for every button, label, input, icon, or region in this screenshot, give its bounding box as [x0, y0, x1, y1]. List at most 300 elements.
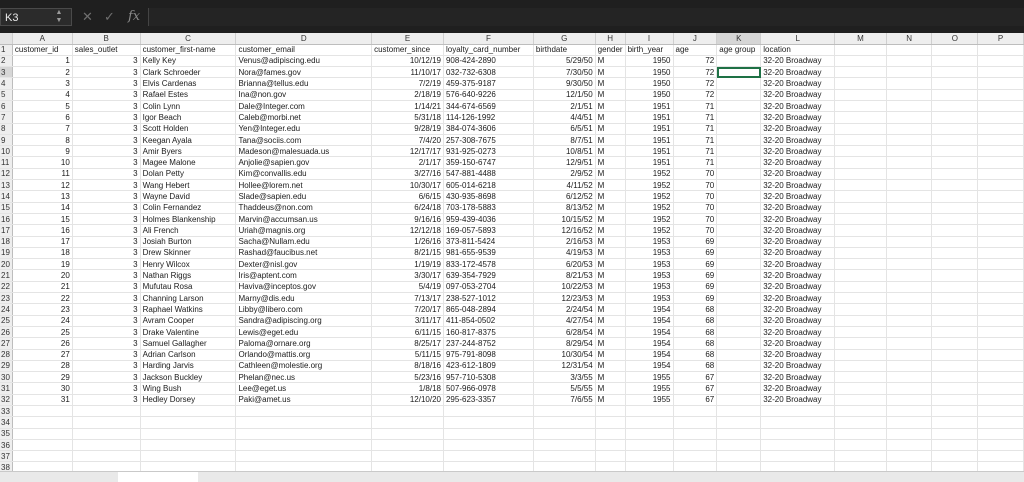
cell-b32[interactable]: 3 — [72, 394, 140, 405]
cell-n29[interactable] — [886, 360, 932, 371]
cell-l3[interactable]: 32-20 Broadway — [761, 67, 835, 78]
cell-c28[interactable]: Adrian Carlson — [140, 349, 236, 360]
cell-m1[interactable] — [835, 44, 887, 55]
cell-g24[interactable]: 2/24/54 — [533, 304, 595, 315]
cell-m18[interactable] — [835, 236, 887, 247]
cell-n8[interactable] — [886, 123, 932, 134]
cell-n18[interactable] — [886, 236, 932, 247]
cell-f6[interactable]: 344-674-6569 — [443, 100, 533, 111]
cell-l14[interactable]: 32-20 Broadway — [761, 191, 835, 202]
cell-g35[interactable] — [533, 428, 595, 439]
cell-b6[interactable]: 3 — [72, 100, 140, 111]
cell-g31[interactable]: 5/5/55 — [533, 383, 595, 394]
cell-f28[interactable]: 975-791-8098 — [443, 349, 533, 360]
cell-b17[interactable]: 3 — [72, 225, 140, 236]
cell-n32[interactable] — [886, 394, 932, 405]
cell-m26[interactable] — [835, 326, 887, 337]
cell-o18[interactable] — [932, 236, 978, 247]
cell-m34[interactable] — [835, 417, 887, 428]
cell-e26[interactable]: 6/11/15 — [372, 326, 444, 337]
row-header[interactable]: 26 — [0, 326, 12, 337]
cell-p3[interactable] — [978, 67, 1024, 78]
cell-k18[interactable] — [717, 236, 761, 247]
cell-f19[interactable]: 981-655-9539 — [443, 247, 533, 258]
cell-o37[interactable] — [932, 451, 978, 462]
cell-e32[interactable]: 12/10/20 — [372, 394, 444, 405]
cell-a18[interactable]: 17 — [12, 236, 72, 247]
cell-i27[interactable]: 1954 — [625, 338, 673, 349]
cell-o10[interactable] — [932, 146, 978, 157]
cell-k34[interactable] — [717, 417, 761, 428]
cell-b21[interactable]: 3 — [72, 270, 140, 281]
cell-b33[interactable] — [72, 406, 140, 417]
cell-g30[interactable]: 3/3/55 — [533, 372, 595, 383]
cell-a12[interactable]: 11 — [12, 168, 72, 179]
cell-c10[interactable]: Amir Byers — [140, 146, 236, 157]
cell-m10[interactable] — [835, 146, 887, 157]
cell-n19[interactable] — [886, 247, 932, 258]
cell-e30[interactable]: 5/23/16 — [372, 372, 444, 383]
cell-p16[interactable] — [978, 213, 1024, 224]
cell-h29[interactable]: M — [595, 360, 625, 371]
cell-h18[interactable]: M — [595, 236, 625, 247]
cell-b19[interactable]: 3 — [72, 247, 140, 258]
cell-j1[interactable]: age — [673, 44, 717, 55]
cell-o9[interactable] — [932, 134, 978, 145]
cell-a21[interactable]: 20 — [12, 270, 72, 281]
cell-b16[interactable]: 3 — [72, 213, 140, 224]
cell-c18[interactable]: Josiah Burton — [140, 236, 236, 247]
cell-p36[interactable] — [978, 439, 1024, 450]
cell-a25[interactable]: 24 — [12, 315, 72, 326]
cell-f1[interactable]: loyalty_card_number — [443, 44, 533, 55]
cell-o26[interactable] — [932, 326, 978, 337]
cell-c1[interactable]: customer_first-name — [140, 44, 236, 55]
cell-j34[interactable] — [673, 417, 717, 428]
cell-j3[interactable]: 72 — [673, 67, 717, 78]
cell-e37[interactable] — [372, 451, 444, 462]
cell-d27[interactable]: Paloma@ornare.org — [236, 338, 372, 349]
cell-f14[interactable]: 430-935-8698 — [443, 191, 533, 202]
cell-b34[interactable] — [72, 417, 140, 428]
cell-o35[interactable] — [932, 428, 978, 439]
cell-l35[interactable] — [761, 428, 835, 439]
cell-i30[interactable]: 1955 — [625, 372, 673, 383]
cell-d24[interactable]: Libby@libero.com — [236, 304, 372, 315]
cell-p11[interactable] — [978, 157, 1024, 168]
cell-a24[interactable]: 23 — [12, 304, 72, 315]
cell-b2[interactable]: 3 — [72, 55, 140, 66]
cell-e13[interactable]: 10/30/17 — [372, 180, 444, 191]
column-header-m[interactable]: M — [835, 33, 887, 44]
cell-n5[interactable] — [886, 89, 932, 100]
name-box[interactable]: K3 — [0, 8, 72, 26]
cell-k36[interactable] — [717, 439, 761, 450]
cell-a8[interactable]: 7 — [12, 123, 72, 134]
cell-c5[interactable]: Rafael Estes — [140, 89, 236, 100]
cell-m36[interactable] — [835, 439, 887, 450]
cell-e25[interactable]: 3/11/17 — [372, 315, 444, 326]
cell-h25[interactable]: M — [595, 315, 625, 326]
cell-n16[interactable] — [886, 213, 932, 224]
cell-p19[interactable] — [978, 247, 1024, 258]
cell-a11[interactable]: 10 — [12, 157, 72, 168]
cell-k13[interactable] — [717, 180, 761, 191]
cell-g33[interactable] — [533, 406, 595, 417]
cell-f20[interactable]: 833-172-4578 — [443, 259, 533, 270]
column-header-h[interactable]: H — [595, 33, 625, 44]
cell-o24[interactable] — [932, 304, 978, 315]
cell-n24[interactable] — [886, 304, 932, 315]
cell-j5[interactable]: 72 — [673, 89, 717, 100]
cell-c14[interactable]: Wayne David — [140, 191, 236, 202]
cell-l13[interactable]: 32-20 Broadway — [761, 180, 835, 191]
cell-k8[interactable] — [717, 123, 761, 134]
cell-f10[interactable]: 931-925-0273 — [443, 146, 533, 157]
cell-c23[interactable]: Channing Larson — [140, 293, 236, 304]
cell-j16[interactable]: 70 — [673, 213, 717, 224]
cell-o34[interactable] — [932, 417, 978, 428]
cell-i4[interactable]: 1950 — [625, 78, 673, 89]
cell-l8[interactable]: 32-20 Broadway — [761, 123, 835, 134]
row-header[interactable]: 15 — [0, 202, 12, 213]
cell-p33[interactable] — [978, 406, 1024, 417]
cell-l4[interactable]: 32-20 Broadway — [761, 78, 835, 89]
cell-j22[interactable]: 69 — [673, 281, 717, 292]
cell-l22[interactable]: 32-20 Broadway — [761, 281, 835, 292]
cell-j6[interactable]: 71 — [673, 100, 717, 111]
cell-h31[interactable]: M — [595, 383, 625, 394]
cell-k14[interactable] — [717, 191, 761, 202]
cell-o11[interactable] — [932, 157, 978, 168]
cell-h28[interactable]: M — [595, 349, 625, 360]
cell-n2[interactable] — [886, 55, 932, 66]
cell-c29[interactable]: Harding Jarvis — [140, 360, 236, 371]
cell-d14[interactable]: Slade@sapien.edu — [236, 191, 372, 202]
row-header[interactable]: 6 — [0, 100, 12, 111]
cell-g16[interactable]: 10/15/52 — [533, 213, 595, 224]
cell-h21[interactable]: M — [595, 270, 625, 281]
cell-h14[interactable]: M — [595, 191, 625, 202]
cell-f12[interactable]: 547-881-4488 — [443, 168, 533, 179]
cell-i5[interactable]: 1950 — [625, 89, 673, 100]
cell-f27[interactable]: 237-244-8752 — [443, 338, 533, 349]
insert-function-icon[interactable]: fx — [128, 9, 141, 24]
cell-g2[interactable]: 5/29/50 — [533, 55, 595, 66]
cell-a16[interactable]: 15 — [12, 213, 72, 224]
row-header[interactable]: 20 — [0, 259, 12, 270]
cell-a23[interactable]: 22 — [12, 293, 72, 304]
cell-g21[interactable]: 8/21/53 — [533, 270, 595, 281]
cell-n34[interactable] — [886, 417, 932, 428]
cell-o2[interactable] — [932, 55, 978, 66]
row-header[interactable]: 36 — [0, 439, 12, 450]
cell-m23[interactable] — [835, 293, 887, 304]
cell-m22[interactable] — [835, 281, 887, 292]
cell-n4[interactable] — [886, 78, 932, 89]
cell-e18[interactable]: 1/26/16 — [372, 236, 444, 247]
cell-j4[interactable]: 72 — [673, 78, 717, 89]
cell-a30[interactable]: 29 — [12, 372, 72, 383]
cell-k10[interactable] — [717, 146, 761, 157]
cell-c33[interactable] — [140, 406, 236, 417]
cell-j18[interactable]: 69 — [673, 236, 717, 247]
cell-n22[interactable] — [886, 281, 932, 292]
cell-i13[interactable]: 1952 — [625, 180, 673, 191]
cell-e6[interactable]: 1/14/21 — [372, 100, 444, 111]
cell-h20[interactable]: M — [595, 259, 625, 270]
cell-d28[interactable]: Orlando@mattis.org — [236, 349, 372, 360]
cell-j35[interactable] — [673, 428, 717, 439]
cell-i38[interactable] — [625, 462, 673, 471]
cell-b15[interactable]: 3 — [72, 202, 140, 213]
row-header[interactable]: 13 — [0, 180, 12, 191]
cell-e7[interactable]: 5/31/18 — [372, 112, 444, 123]
cell-b24[interactable]: 3 — [72, 304, 140, 315]
row-header[interactable]: 23 — [0, 293, 12, 304]
cell-k33[interactable] — [717, 406, 761, 417]
cell-f9[interactable]: 257-308-7675 — [443, 134, 533, 145]
cell-n37[interactable] — [886, 451, 932, 462]
cell-e21[interactable]: 3/30/17 — [372, 270, 444, 281]
cell-k9[interactable] — [717, 134, 761, 145]
cell-c16[interactable]: Holmes Blankenship — [140, 213, 236, 224]
cell-a37[interactable] — [12, 451, 72, 462]
cell-o29[interactable] — [932, 360, 978, 371]
cell-k19[interactable] — [717, 247, 761, 258]
cell-d15[interactable]: Thaddeus@non.com — [236, 202, 372, 213]
cell-h5[interactable]: M — [595, 89, 625, 100]
cell-h38[interactable] — [595, 462, 625, 471]
cell-k29[interactable] — [717, 360, 761, 371]
cell-f36[interactable] — [443, 439, 533, 450]
row-header[interactable]: 3 — [0, 67, 12, 78]
cell-n11[interactable] — [886, 157, 932, 168]
cell-p26[interactable] — [978, 326, 1024, 337]
cell-d11[interactable]: Anjolie@sapien.gov — [236, 157, 372, 168]
cell-h33[interactable] — [595, 406, 625, 417]
cell-n36[interactable] — [886, 439, 932, 450]
cell-a10[interactable]: 9 — [12, 146, 72, 157]
cell-m12[interactable] — [835, 168, 887, 179]
cell-j11[interactable]: 71 — [673, 157, 717, 168]
row-header[interactable]: 28 — [0, 349, 12, 360]
cell-i32[interactable]: 1955 — [625, 394, 673, 405]
cell-n13[interactable] — [886, 180, 932, 191]
cell-g18[interactable]: 2/16/53 — [533, 236, 595, 247]
cell-h22[interactable]: M — [595, 281, 625, 292]
cell-g29[interactable]: 12/31/54 — [533, 360, 595, 371]
cell-e16[interactable]: 9/16/16 — [372, 213, 444, 224]
row-header[interactable]: 1 — [0, 44, 12, 55]
cell-a35[interactable] — [12, 428, 72, 439]
cell-o19[interactable] — [932, 247, 978, 258]
cell-h6[interactable]: M — [595, 100, 625, 111]
column-header-p[interactable]: P — [978, 33, 1024, 44]
cell-e14[interactable]: 6/6/15 — [372, 191, 444, 202]
cell-h8[interactable]: M — [595, 123, 625, 134]
cell-m6[interactable] — [835, 100, 887, 111]
cell-g3[interactable]: 7/30/50 — [533, 67, 595, 78]
cell-a28[interactable]: 27 — [12, 349, 72, 360]
cell-o20[interactable] — [932, 259, 978, 270]
column-header-b[interactable]: B — [72, 33, 140, 44]
cell-j12[interactable]: 70 — [673, 168, 717, 179]
cell-a32[interactable]: 31 — [12, 394, 72, 405]
row-header[interactable]: 16 — [0, 213, 12, 224]
cell-j38[interactable] — [673, 462, 717, 471]
cell-g23[interactable]: 12/23/53 — [533, 293, 595, 304]
cell-c3[interactable]: Clark Schroeder — [140, 67, 236, 78]
row-header[interactable]: 38 — [0, 462, 12, 471]
cell-k12[interactable] — [717, 168, 761, 179]
cell-e9[interactable]: 7/4/20 — [372, 134, 444, 145]
cell-i10[interactable]: 1951 — [625, 146, 673, 157]
cell-n10[interactable] — [886, 146, 932, 157]
cell-b22[interactable]: 3 — [72, 281, 140, 292]
cell-f3[interactable]: 032-732-6308 — [443, 67, 533, 78]
cell-c37[interactable] — [140, 451, 236, 462]
cell-f30[interactable]: 957-710-5308 — [443, 372, 533, 383]
cell-g14[interactable]: 6/12/52 — [533, 191, 595, 202]
row-header[interactable]: 11 — [0, 157, 12, 168]
cell-e5[interactable]: 2/18/19 — [372, 89, 444, 100]
cell-i18[interactable]: 1953 — [625, 236, 673, 247]
cell-g37[interactable] — [533, 451, 595, 462]
cell-o32[interactable] — [932, 394, 978, 405]
cell-l21[interactable]: 32-20 Broadway — [761, 270, 835, 281]
row-header[interactable]: 35 — [0, 428, 12, 439]
cell-i36[interactable] — [625, 439, 673, 450]
cell-b18[interactable]: 3 — [72, 236, 140, 247]
cell-h12[interactable]: M — [595, 168, 625, 179]
cell-j19[interactable]: 69 — [673, 247, 717, 258]
column-header-i[interactable]: I — [625, 33, 673, 44]
cell-i3[interactable]: 1950 — [625, 67, 673, 78]
cell-d7[interactable]: Caleb@morbi.net — [236, 112, 372, 123]
row-header[interactable]: 4 — [0, 78, 12, 89]
cell-j15[interactable]: 70 — [673, 202, 717, 213]
cell-o21[interactable] — [932, 270, 978, 281]
cell-k16[interactable] — [717, 213, 761, 224]
cell-d5[interactable]: Ina@non.gov — [236, 89, 372, 100]
cell-g10[interactable]: 10/8/51 — [533, 146, 595, 157]
cell-i37[interactable] — [625, 451, 673, 462]
cell-k38[interactable] — [717, 462, 761, 471]
cell-g34[interactable] — [533, 417, 595, 428]
cell-b13[interactable]: 3 — [72, 180, 140, 191]
cell-a1[interactable]: customer_id — [12, 44, 72, 55]
cell-n31[interactable] — [886, 383, 932, 394]
cell-p4[interactable] — [978, 78, 1024, 89]
cell-f5[interactable]: 576-640-9226 — [443, 89, 533, 100]
cell-p9[interactable] — [978, 134, 1024, 145]
cell-d35[interactable] — [236, 428, 372, 439]
cell-d33[interactable] — [236, 406, 372, 417]
cell-b5[interactable]: 3 — [72, 89, 140, 100]
cell-c2[interactable]: Kelly Key — [140, 55, 236, 66]
cell-l27[interactable]: 32-20 Broadway — [761, 338, 835, 349]
cell-b4[interactable]: 3 — [72, 78, 140, 89]
cell-a7[interactable]: 6 — [12, 112, 72, 123]
column-header-g[interactable]: G — [533, 33, 595, 44]
cell-l30[interactable]: 32-20 Broadway — [761, 372, 835, 383]
select-all-corner[interactable] — [0, 33, 12, 44]
cell-b1[interactable]: sales_outlet — [72, 44, 140, 55]
cell-n35[interactable] — [886, 428, 932, 439]
cell-o4[interactable] — [932, 78, 978, 89]
cell-p34[interactable] — [978, 417, 1024, 428]
cell-e33[interactable] — [372, 406, 444, 417]
cell-h23[interactable]: M — [595, 293, 625, 304]
cell-i24[interactable]: 1954 — [625, 304, 673, 315]
cell-d37[interactable] — [236, 451, 372, 462]
cell-b26[interactable]: 3 — [72, 326, 140, 337]
cell-e34[interactable] — [372, 417, 444, 428]
cell-c20[interactable]: Henry Wilcox — [140, 259, 236, 270]
cell-e27[interactable]: 8/25/17 — [372, 338, 444, 349]
cell-b27[interactable]: 3 — [72, 338, 140, 349]
cell-h19[interactable]: M — [595, 247, 625, 258]
cell-k5[interactable] — [717, 89, 761, 100]
cell-j14[interactable]: 70 — [673, 191, 717, 202]
cell-j23[interactable]: 69 — [673, 293, 717, 304]
cell-g38[interactable] — [533, 462, 595, 471]
cell-d2[interactable]: Venus@adipiscing.edu — [236, 55, 372, 66]
cell-k3[interactable] — [717, 67, 761, 78]
cell-g20[interactable]: 6/20/53 — [533, 259, 595, 270]
cell-k15[interactable] — [717, 202, 761, 213]
cell-i17[interactable]: 1952 — [625, 225, 673, 236]
cell-i23[interactable]: 1953 — [625, 293, 673, 304]
cell-n12[interactable] — [886, 168, 932, 179]
cell-d22[interactable]: Haviva@inceptos.gov — [236, 281, 372, 292]
cell-g32[interactable]: 7/6/55 — [533, 394, 595, 405]
cell-m31[interactable] — [835, 383, 887, 394]
cell-k17[interactable] — [717, 225, 761, 236]
cell-d29[interactable]: Cathleen@molestie.org — [236, 360, 372, 371]
column-header-a[interactable]: A — [12, 33, 72, 44]
row-header[interactable]: 14 — [0, 191, 12, 202]
cell-j24[interactable]: 68 — [673, 304, 717, 315]
cell-c8[interactable]: Scott Holden — [140, 123, 236, 134]
cell-d38[interactable] — [236, 462, 372, 471]
cell-e17[interactable]: 12/12/18 — [372, 225, 444, 236]
cell-h35[interactable] — [595, 428, 625, 439]
cell-d12[interactable]: Kim@convallis.edu — [236, 168, 372, 179]
cell-o36[interactable] — [932, 439, 978, 450]
cell-l10[interactable]: 32-20 Broadway — [761, 146, 835, 157]
cell-o15[interactable] — [932, 202, 978, 213]
cell-p31[interactable] — [978, 383, 1024, 394]
cell-m5[interactable] — [835, 89, 887, 100]
cell-i1[interactable]: birth_year — [625, 44, 673, 55]
row-header[interactable]: 9 — [0, 134, 12, 145]
cell-p23[interactable] — [978, 293, 1024, 304]
cell-k32[interactable] — [717, 394, 761, 405]
cell-i33[interactable] — [625, 406, 673, 417]
cell-c32[interactable]: Hedley Dorsey — [140, 394, 236, 405]
cell-f38[interactable] — [443, 462, 533, 471]
cell-g11[interactable]: 12/9/51 — [533, 157, 595, 168]
cell-o3[interactable] — [932, 67, 978, 78]
cell-p38[interactable] — [978, 462, 1024, 471]
cell-d3[interactable]: Nora@fames.gov — [236, 67, 372, 78]
cell-n26[interactable] — [886, 326, 932, 337]
cell-p25[interactable] — [978, 315, 1024, 326]
cell-m28[interactable] — [835, 349, 887, 360]
cell-k28[interactable] — [717, 349, 761, 360]
